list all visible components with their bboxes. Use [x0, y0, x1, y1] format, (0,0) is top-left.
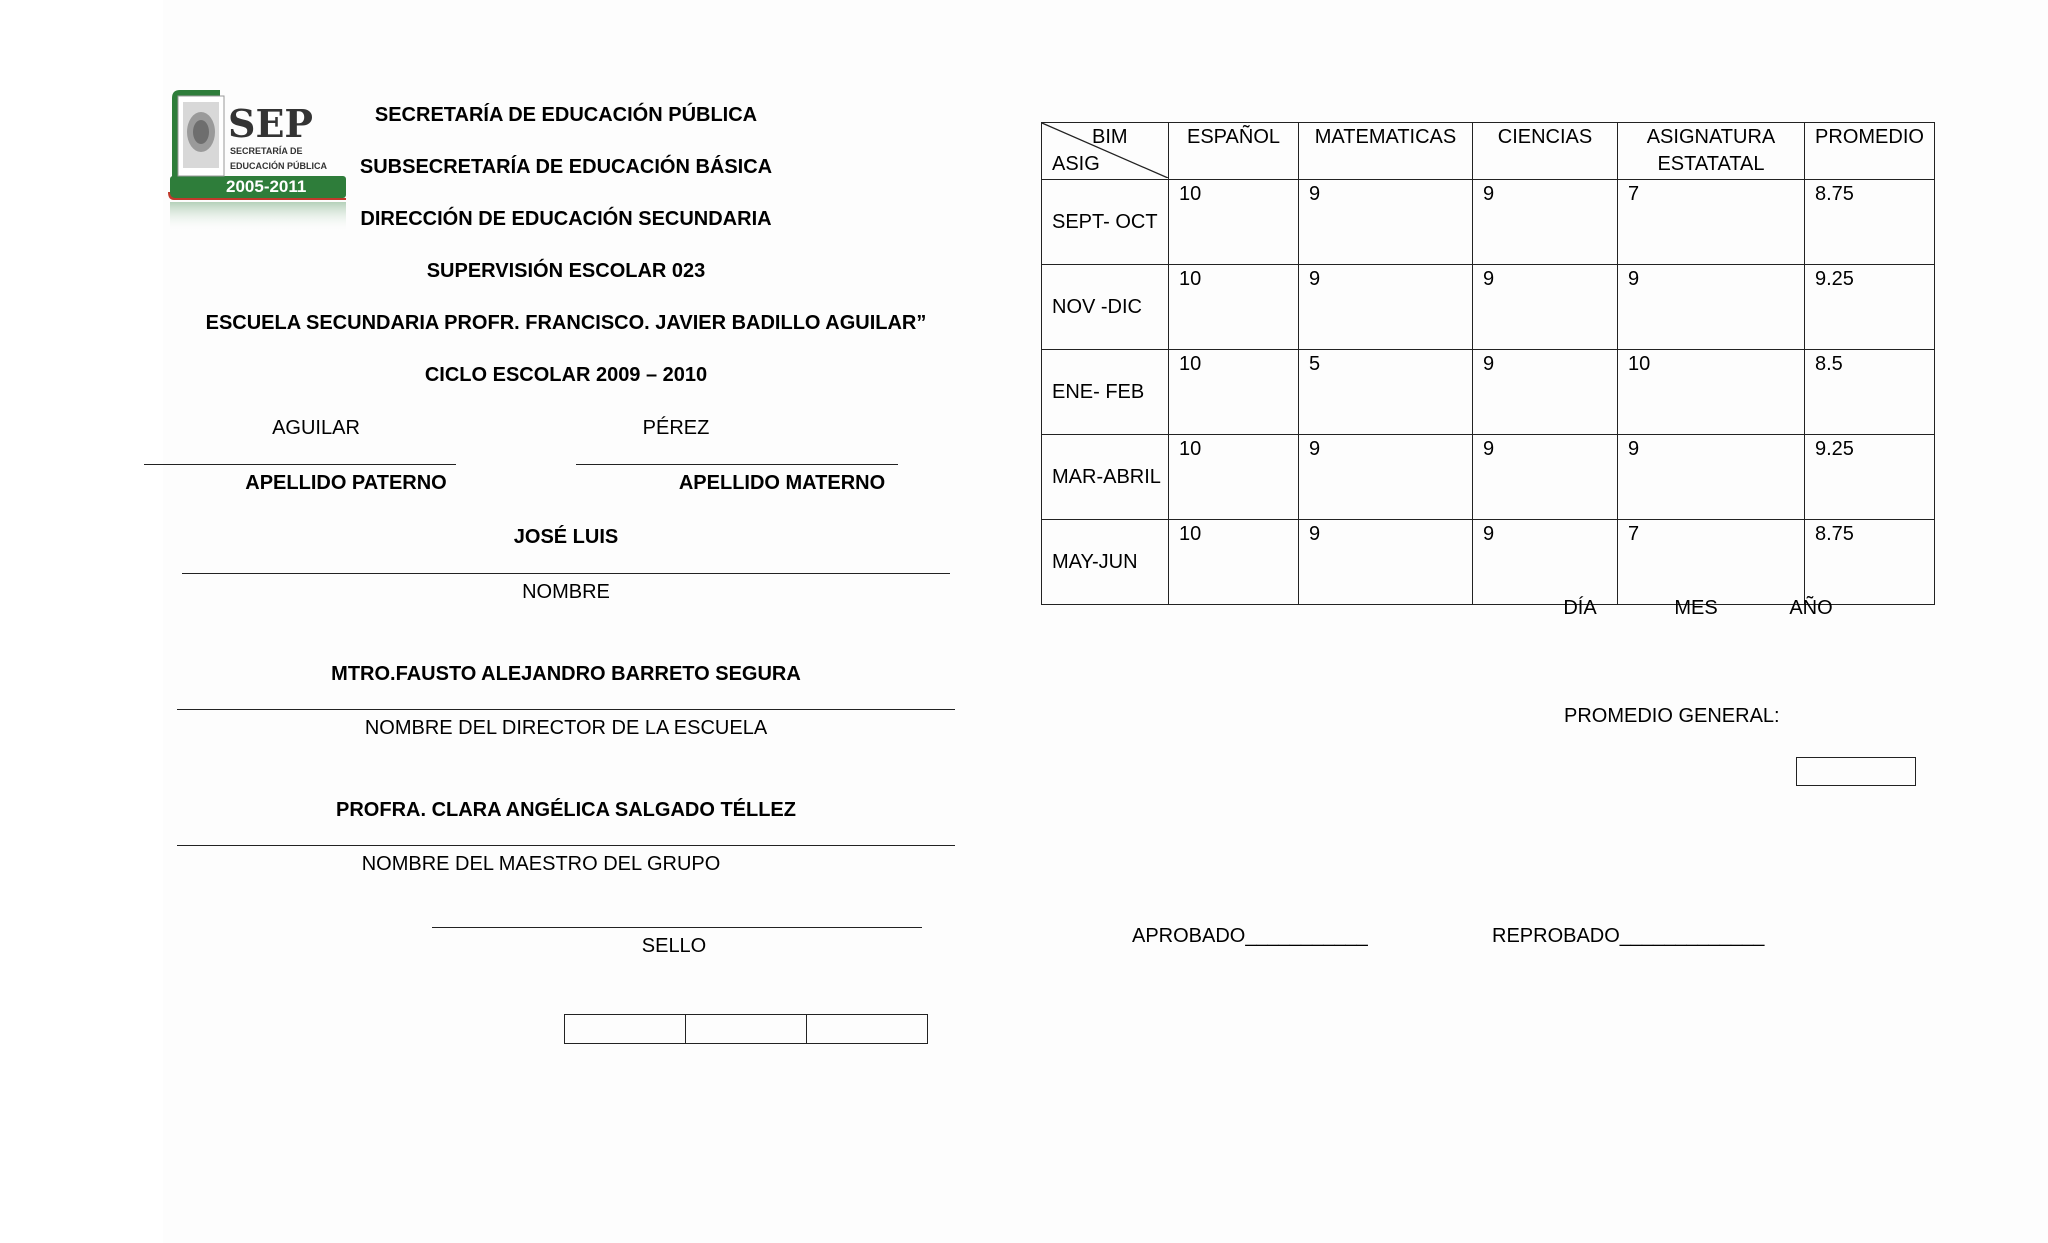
sello-line [432, 927, 922, 928]
header-escuela: ESCUELA SECUNDARIA PROFR. FRANCISCO. JAVIER BADILLO AGUILAR” [205, 312, 927, 334]
grade-cell: 10 [1169, 520, 1299, 605]
grade-cell: 8.75 [1805, 520, 1935, 605]
reprobado-label: REPROBADO_____________ [1492, 925, 1765, 947]
grade-cell: 9 [1473, 350, 1618, 435]
director-label: NOMBRE DEL DIRECTOR DE LA ESCUELA [364, 717, 768, 739]
corner-bim: BIM [1092, 126, 1128, 148]
grade-cell: 8.5 [1805, 350, 1935, 435]
grade-cell: 9 [1299, 265, 1473, 350]
table-row [1042, 265, 1935, 350]
promedio-general-label: PROMEDIO GENERAL: [1564, 705, 1780, 727]
date-box-divider [806, 1015, 807, 1043]
grade-cell: 10 [1169, 435, 1299, 520]
date-label-mes: MES [1674, 597, 1718, 619]
grades-table [1041, 122, 1935, 605]
grade-cell: 9.25 [1805, 265, 1935, 350]
row-label-cell [1042, 435, 1169, 520]
column-header: MATEMATICAS [1299, 123, 1473, 180]
table-row [1042, 435, 1935, 520]
row-label-cell [1042, 180, 1169, 265]
nombre-label: NOMBRE [522, 581, 610, 603]
row-label: MAR-ABRIL [1052, 466, 1161, 488]
table-row [1042, 180, 1935, 265]
grade-cell: 5 [1299, 350, 1473, 435]
grade-cell: 9 [1473, 435, 1618, 520]
column-header: PROMEDIO [1805, 123, 1935, 180]
header-ciclo: CICLO ESCOLAR 2009 – 2010 [424, 364, 708, 386]
header-supervision: SUPERVISIÓN ESCOLAR 023 [426, 260, 706, 282]
grade-cell: 9 [1473, 180, 1618, 265]
date-label-dia: DÍA [1563, 597, 1597, 619]
header-direccion: DIRECCIÓN DE EDUCACIÓN SECUNDARIA [360, 208, 772, 230]
row-label: NOV -DIC [1052, 296, 1142, 318]
teacher-label: NOMBRE DEL MAESTRO DEL GRUPO [361, 853, 721, 875]
grade-cell: 9 [1618, 265, 1805, 350]
header-secretaria: SECRETARÍA DE EDUCACIÓN PÚBLICA [374, 104, 758, 126]
grade-cell: 9 [1618, 435, 1805, 520]
grades-header-row [1042, 123, 1935, 180]
grade-cell: 9 [1473, 520, 1618, 605]
corner-asig: ASIG [1052, 153, 1100, 175]
table-row [1042, 520, 1935, 605]
header-subsecretaria: SUBSECRETARÍA DE EDUCACIÓN BÁSICA [359, 156, 773, 178]
logo-text-2: EDUCACIÓN PÚBLICA [230, 161, 328, 171]
apellido-paterno-value: AGUILAR [272, 417, 360, 439]
column-header: CIENCIAS [1473, 123, 1618, 180]
row-label: SEPT- OCT [1052, 211, 1158, 233]
director-name: MTRO.FAUSTO ALEJANDRO BARRETO SEGURA [331, 663, 801, 685]
grade-cell: 10 [1169, 265, 1299, 350]
apellido-materno-line [576, 464, 898, 465]
column-header: ESPAÑOL [1169, 123, 1299, 180]
teacher-line [177, 845, 955, 846]
nombre-value: JOSÉ LUIS [513, 526, 619, 548]
apellido-materno-label: APELLIDO MATERNO [678, 472, 886, 494]
logo-acronym: SEP [228, 101, 313, 146]
row-label-cell [1042, 265, 1169, 350]
row-label-cell [1042, 520, 1169, 605]
date-boxes [564, 1014, 928, 1044]
row-label-cell [1042, 350, 1169, 435]
grade-cell: 9.25 [1805, 435, 1935, 520]
row-label: ENE- FEB [1052, 381, 1145, 403]
nombre-line [182, 573, 950, 574]
column-header: ASIGNATURA ESTATATAL [1618, 123, 1805, 180]
promedio-general-box [1796, 757, 1916, 786]
apellido-materno-value: PÉREZ [642, 417, 710, 439]
teacher-name: PROFRA. CLARA ANGÉLICA SALGADO TÉLLEZ [336, 799, 796, 821]
apellido-paterno-line [144, 464, 456, 465]
grade-cell: 7 [1618, 180, 1805, 265]
grade-cell: 7 [1618, 520, 1805, 605]
row-label: MAY-JUN [1052, 551, 1138, 573]
grade-cell: 10 [1618, 350, 1805, 435]
corner-cell [1042, 123, 1169, 180]
grade-cell: 8.75 [1805, 180, 1935, 265]
sello-label: SELLO [641, 935, 707, 957]
date-label-anio: AÑO [1789, 597, 1833, 619]
sep-logo [166, 88, 350, 234]
director-line [177, 709, 955, 710]
date-box-divider [685, 1015, 686, 1043]
grade-cell: 10 [1169, 180, 1299, 265]
grade-cell: 9 [1299, 520, 1473, 605]
logo-text-1: SECRETARÍA DE [230, 146, 303, 156]
apellido-paterno-label: APELLIDO PATERNO [245, 472, 447, 494]
grade-cell: 9 [1299, 180, 1473, 265]
grade-cell: 10 [1169, 350, 1299, 435]
aprobado-label: APROBADO___________ [1132, 925, 1368, 947]
table-row [1042, 350, 1935, 435]
logo-years: 2005-2011 [226, 177, 307, 196]
grade-cell: 9 [1299, 435, 1473, 520]
grade-cell: 9 [1473, 265, 1618, 350]
